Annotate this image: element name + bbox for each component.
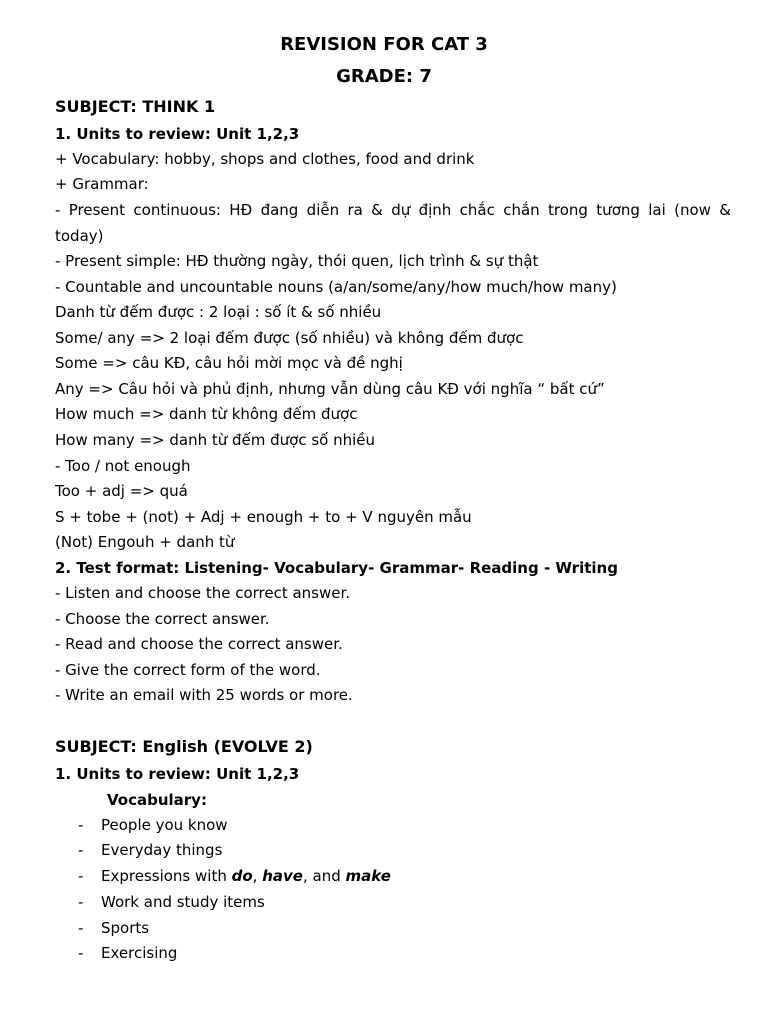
subject-evolve-heading: SUBJECT: English (EVOLVE 2) [55, 737, 313, 756]
think-line: How much => danh từ không đếm được [55, 405, 358, 423]
expressions-label: Expressions with [101, 867, 227, 885]
think-units-heading: 1. Units to review: Unit 1,2,3 [55, 125, 300, 143]
think-line: (Not) Engouh + danh từ [55, 533, 235, 551]
expression-separator: , [252, 867, 263, 885]
test-format-line: - Write an email with 25 words or more. [55, 686, 353, 704]
expression-have: have [262, 867, 303, 885]
vocab-item: Exercising [101, 944, 178, 962]
think-line: How many => danh từ đếm được số nhiều [55, 431, 376, 449]
think-line: Any => Câu hỏi và phủ định, nhưng vẫn dùng câu KĐ với nghĩa “ bất cứ” [55, 380, 605, 398]
expression-make: make [345, 867, 391, 885]
think-line: - Too / not enough [55, 457, 191, 475]
think-line: + Grammar: [55, 175, 149, 193]
test-format-heading: 2. Test format: Listening- Vocabulary- Grammar- Reading - Writing [55, 559, 618, 577]
list-bullet: - [78, 893, 84, 911]
list-bullet: - [78, 841, 84, 859]
vocab-item: Sports [101, 919, 150, 937]
think-line: + Vocabulary: hobby, shops and clothes, food and drink [55, 150, 475, 168]
think-line: Danh từ đếm được : 2 loại : số ít & số nhiều [55, 303, 382, 321]
list-bullet: - [78, 816, 84, 834]
think-line: S + tobe + (not) + Adj + enough + to + V nguyên mẫu [55, 508, 472, 526]
think-line: Too + adj => quá [55, 482, 188, 500]
expression-separator: , and [302, 867, 346, 885]
grade-heading: GRADE: 7 [336, 66, 432, 87]
evolve-units-heading: 1. Units to review: Unit 1,2,3 [55, 765, 300, 783]
vocab-item: Work and study items [101, 893, 265, 911]
test-format-line: - Choose the correct answer. [55, 610, 270, 628]
vocab-item-expressions [101, 866, 391, 886]
document-title: REVISION FOR CAT 3 [280, 34, 488, 55]
list-bullet: - [78, 919, 84, 937]
think-line: Some => câu KĐ, câu hỏi mời mọc và đề nghị [55, 354, 403, 372]
subject-think-heading: SUBJECT: THINK 1 [55, 97, 216, 116]
list-bullet: - [78, 867, 84, 885]
vocabulary-heading: Vocabulary: [107, 791, 207, 809]
think-line: - Present simple: HĐ thường ngày, thói quen, lịch trình & sự thật [55, 252, 539, 270]
think-line: - Countable and uncountable nouns (a/an/some/any/how much/how many) [55, 278, 617, 296]
test-format-line: - Give the correct form of the word. [55, 661, 321, 679]
think-line: today) [55, 227, 104, 245]
vocab-item: Everyday things [101, 841, 223, 859]
list-bullet: - [78, 944, 84, 962]
test-format-line: - Read and choose the correct answer. [55, 635, 343, 653]
think-line: Some/ any => 2 loại đếm được (số nhiều) và không đếm được [55, 329, 524, 347]
expression-do: do [231, 867, 253, 885]
test-format-line: - Listen and choose the correct answer. [55, 584, 351, 602]
think-line: - Present continuous: HĐ đang diễn ra & dự định chắc chắn trong tương lai (now & [55, 201, 731, 219]
vocab-item: People you know [101, 816, 228, 834]
